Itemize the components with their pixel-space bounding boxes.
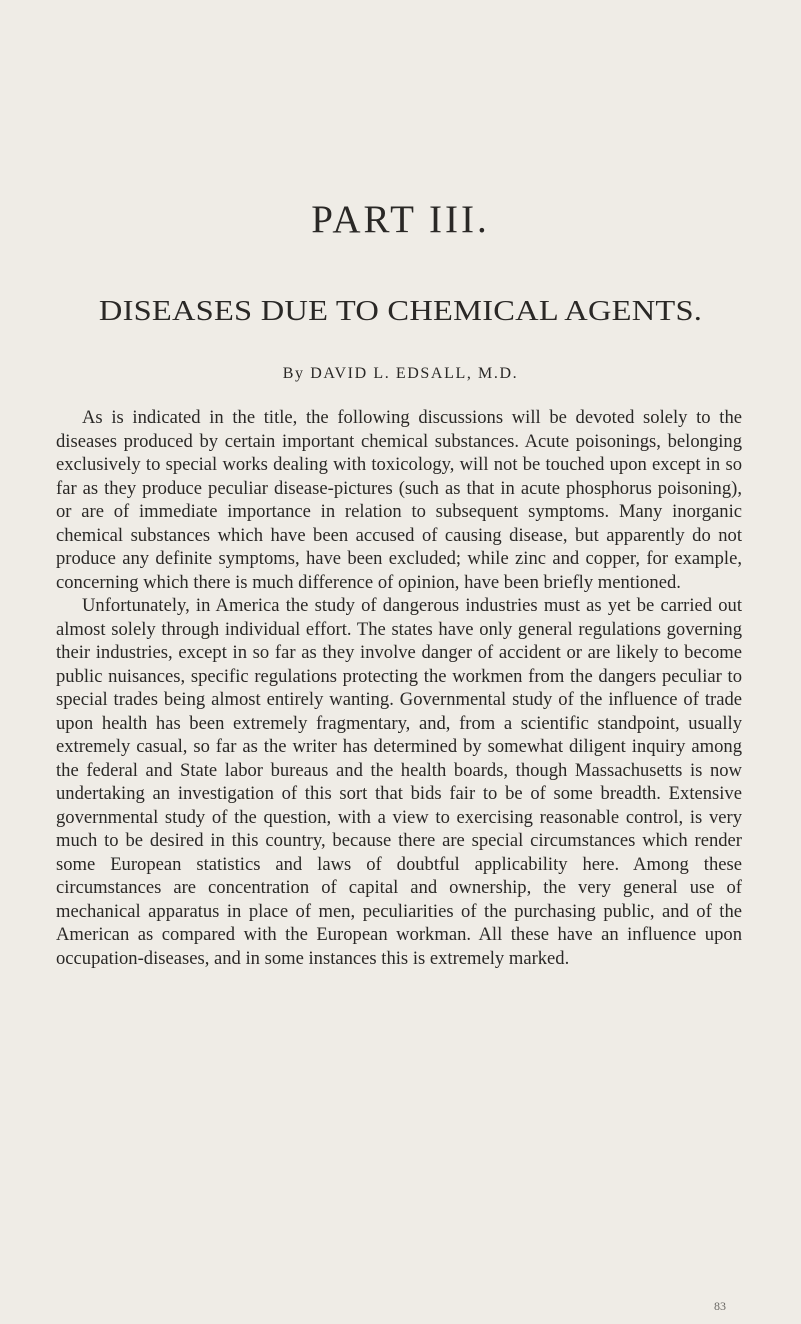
page-number: 83 xyxy=(714,1299,726,1313)
body-text xyxy=(56,406,742,970)
paragraph: Unfortunately, in America the study of dangerous industries must as yet be carried out almost solely through individual effort. The states have only general regulations governing their industries, except in so far as they involve danger of accident or are likely to become public nuisances, specific regulations protecting the workmen from the dangers peculiar to special trades being almost entirely wanting. Governmental study of the influence of trade upon health has been extremely fragmentary, and, from a scientific standpoint, usually extremely casual, so far as the writer has determined by somewhat diligent inquiry among the federal and State labor bureaus and the health boards, though Massachusetts is now undertaking an investigation of this sort that bids fair to be of some breadth. Extensive governmental study of the question, with a view to exercising reasonable control, is very much to be desired in this country, because there are special circumstances which render some European statistics and laws of doubtful applicability here. Among these circumstances are concentration of capital and ownership, the very general use of mechanical apparatus in place of men, peculiarities of the purchasing public, and of the American as compared with the European workman. All these have an influence upon occupation-diseases, and in some instances this is extremely marked. xyxy=(56,595,742,969)
section-heading: DISEASES DUE TO CHEMICAL AGENTS. xyxy=(98,296,703,327)
author-byline: By DAVID L. EDSALL, M.D. xyxy=(282,365,519,382)
paragraph: As is indicated in the title, the following discussions will be devoted solely to the diseases produced by certain important chemical substances. Acute poisonings, belonging exclusively to special works dealing with toxicology, will not be touched upon except in so far as they produce peculiar disease-pictures (such as that in acute phosphorus poisoning), or are of immediate importance in relation to subsequent symptoms. Many inorganic chemical substances which have been accused of causing disease, but apparently do not produce any definite symptoms, have been excluded; while zinc and copper, for example, concerning which there is much difference of opinion, have been briefly mentioned. xyxy=(56,407,742,593)
part-heading: PART III. xyxy=(311,198,490,241)
